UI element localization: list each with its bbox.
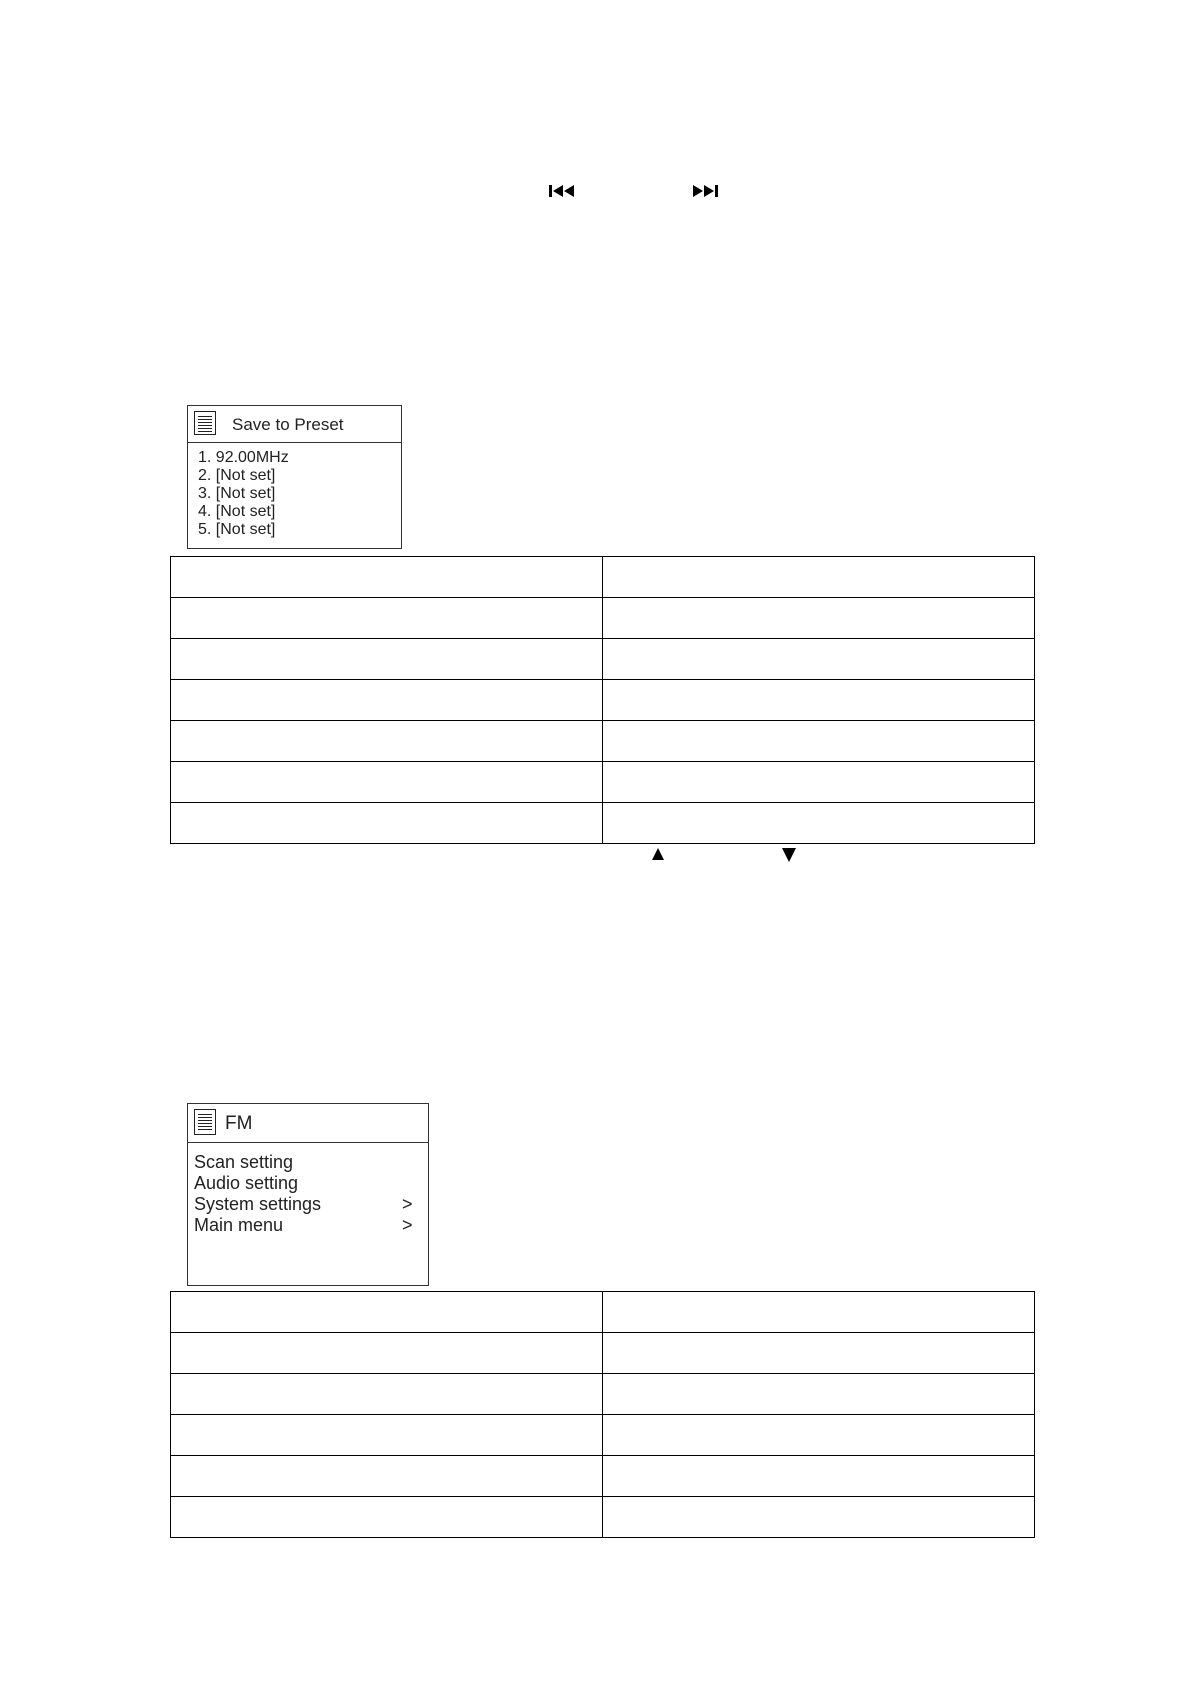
table-row [171,557,1035,598]
menu-item-label: System settings [194,1194,322,1214]
preset-item[interactable]: 3. [Not set] [198,485,276,502]
table-row [171,1415,1035,1456]
preset-screen-header [188,406,401,443]
menu-item-system-settings[interactable] [194,1194,420,1215]
table-cell [603,1292,1035,1333]
menu-item-label: Scan setting [194,1152,294,1172]
table-row [171,1497,1035,1538]
table-cell [171,1333,603,1374]
table-cell [603,1497,1035,1538]
table-row [171,1374,1035,1415]
table-cell [603,803,1035,844]
down-triangle-icon [781,847,797,863]
table-row [171,1292,1035,1333]
table-cell [603,639,1035,680]
save-to-preset-screen [187,405,402,549]
previous-track-icon [547,182,577,200]
table-cell [171,762,603,803]
menu-item-label: Audio setting [194,1173,299,1193]
preset-item[interactable]: 5. [Not set] [198,521,276,538]
up-triangle-icon [651,847,665,861]
fm-menu-list [194,1152,420,1236]
fm-menu-screen [187,1103,429,1286]
table-cell [171,680,603,721]
menu-item-audio-setting[interactable] [194,1173,420,1194]
table-cell [171,721,603,762]
next-track-icon [690,182,720,200]
table-row [171,680,1035,721]
table-cell [171,1292,603,1333]
table-row [171,762,1035,803]
table-row [171,721,1035,762]
preset-item[interactable]: 1. 92.00MHz [198,449,289,466]
menu-item-label: Main menu [194,1215,284,1235]
menu-list-icon [194,411,216,435]
preset-item[interactable]: 2. [Not set] [198,467,276,484]
table-row [171,1333,1035,1374]
table-cell [171,1374,603,1415]
table-2 [170,1291,1035,1538]
table-row [171,598,1035,639]
table-1 [170,556,1035,844]
table-row [171,803,1035,844]
fm-screen-title: FM [225,1113,253,1134]
fm-screen-header [188,1104,428,1143]
table-cell [603,1374,1035,1415]
table-cell [171,1497,603,1538]
table-cell [603,762,1035,803]
preset-item[interactable]: 4. [Not set] [198,503,276,520]
table-cell [603,557,1035,598]
table-cell [171,557,603,598]
table-cell [171,1415,603,1456]
table-cell [603,1415,1035,1456]
table-cell [603,680,1035,721]
table-cell [171,1456,603,1497]
preset-screen-title: Save to Preset [232,415,344,434]
menu-list-icon [194,1109,216,1135]
table-cell [171,639,603,680]
table-cell [603,1333,1035,1374]
table-cell [603,1456,1035,1497]
table-cell [603,721,1035,762]
table-cell [171,598,603,639]
table-row [171,639,1035,680]
menu-item-scan-setting[interactable] [194,1152,420,1173]
table-cell [603,598,1035,639]
preset-list [198,449,289,539]
table-cell [171,803,603,844]
chevron-right-icon: > [402,1215,413,1235]
menu-item-main-menu[interactable] [194,1215,420,1236]
chevron-right-icon: > [402,1194,413,1214]
table-row [171,1456,1035,1497]
